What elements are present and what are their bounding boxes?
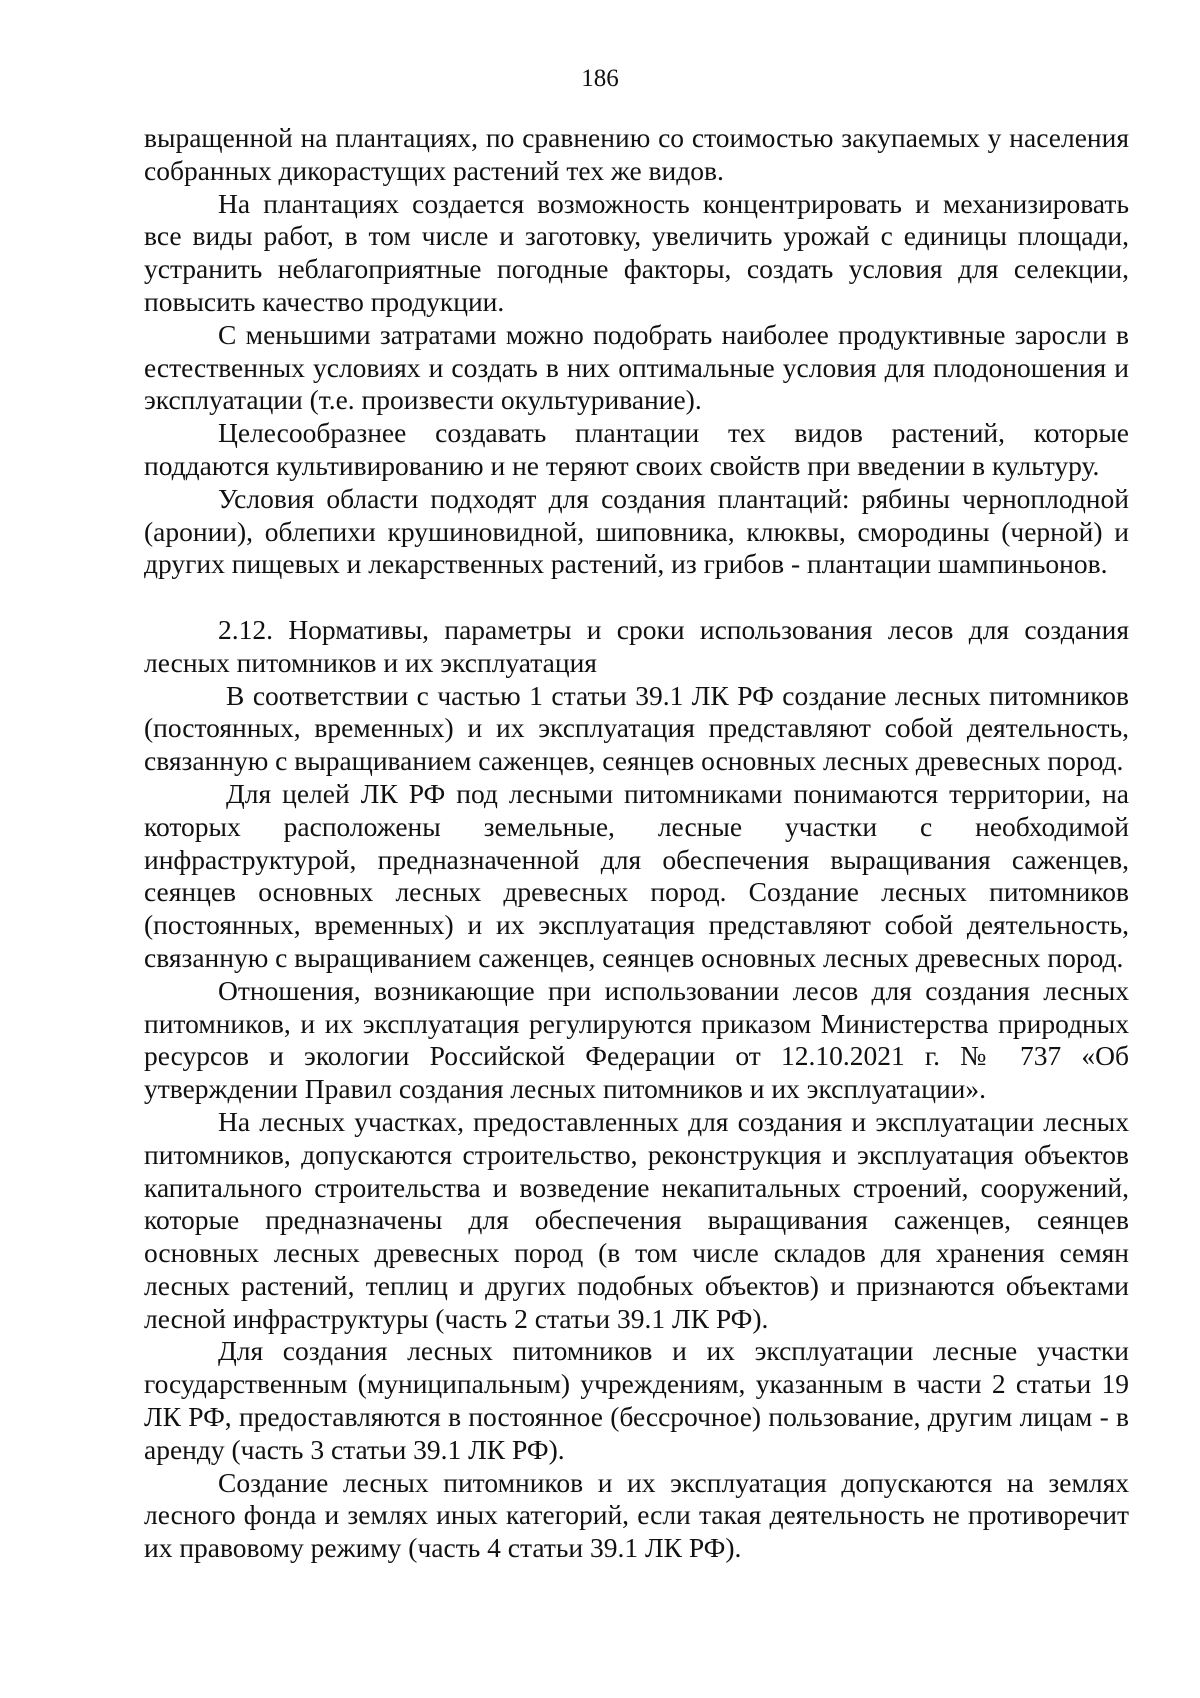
paragraph-infrastructure: На лесных участках, предоставленных для создания и эксплуатации лесных питомников, допускаются строительство, реконструкция и эксплуатация объектов капитального строительства и возведение некапитальных строений, сооружений, которые предназначены для обеспечения выращивания саженцев, сеянцев основных лесных древесных пород (в том числе складов для хранения семян лесных растений, теплиц и других подобных объектов) и признаются объектами лесной инфраструктуры (часть 2 статьи 39.1 ЛК РФ). bbox=[144, 1105, 1129, 1334]
paragraph-continuation: выращенной на плантациях, по сравнению со стоимостью закупаемых у населения собранных дикорастущих растений тех же видов. bbox=[144, 122, 1129, 186]
paragraph-land-categories: Создание лесных питомников и их эксплуатация допускаются на землях лесного фонда и землях иных категорий, если такая деятельность не противоречит их правовому режиму (часть 4 статьи 39.1 ЛК РФ). bbox=[144, 1466, 1129, 1564]
page-number: 186 bbox=[581, 65, 619, 92]
document-body bbox=[144, 122, 1129, 1565]
paragraph-regulation: Отношения, возникающие при использовании лесов для создания лесных питомников, и их эксплуатация регулируются приказом Министерства природных ресурсов и экологии Российской Федерации от 12.10.2021 г. № 737 «Об утверждении Правил создания лесных питомников и их эксплуатации». bbox=[144, 974, 1129, 1105]
paragraph-nursery-definition: Для целей ЛК РФ под лесными питомниками понимаются территории, на которых расположены земельные, лесные участки с необходимой инфраструктурой, предназначенной для обеспечения выращивания саженцев, сеянцев основных лесных древесных пород. Создание лесных питомников (постоянных, временных) и их эксплуатация представляют собой деятельность, связанную с выращиванием саженцев, сеянцев основных лесных древесных пород. bbox=[144, 777, 1129, 973]
paragraph-land-provision: Для создания лесных питомников и их эксплуатации лесные участки государственным (муниципальным) учреждениям, указанным в части 2 статьи 19 ЛК РФ, предоставляются в постоянное (бессрочное) пользование, другим лицам - в аренду (часть 3 статьи 39.1 ЛК РФ). bbox=[144, 1335, 1129, 1465]
paragraph-region-conditions: Условия области подходят для создания плантаций: рябины черноплодной (аронии), облепихи крушиновидной, шиповника, клюквы, смородины (черной) и других пищевых и лекарственных растений, из грибов - плантации шампиньонов. bbox=[144, 482, 1129, 580]
paragraph-plant-species: Целесообразнее создавать плантации тех видов растений, которые поддаются культивированию и не теряют своих свойств при введении в культуру. bbox=[144, 417, 1129, 481]
paragraph-plantation-benefits: На плантациях создается возможность концентрировать и механизировать все виды работ, в том числе и заготовку, увеличить урожай с единицы площади, устранить неблагоприятные погодные факторы, создать условия для селекции, повысить качество продукции. bbox=[144, 187, 1129, 317]
paragraph-cultivation: С меньшими затратами можно подобрать наиболее продуктивные заросли в естественных условиях и создать в них оптимальные условия для плодоношения и эксплуатации (т.е. произвести окультуривание). bbox=[144, 318, 1129, 416]
section-heading: 2.12. Нормативы, параметры и сроки использования лесов для создания лесных питомников и их эксплуатация bbox=[144, 613, 1129, 678]
paragraph-article-39-1-part-1: В соответствии с частью 1 статьи 39.1 ЛК РФ создание лесных питомников (постоянных, временных) и их эксплуатация представляют собой деятельность, связанную с выращиванием саженцев, сеянцев основных лесных древесных пород. bbox=[144, 679, 1129, 777]
